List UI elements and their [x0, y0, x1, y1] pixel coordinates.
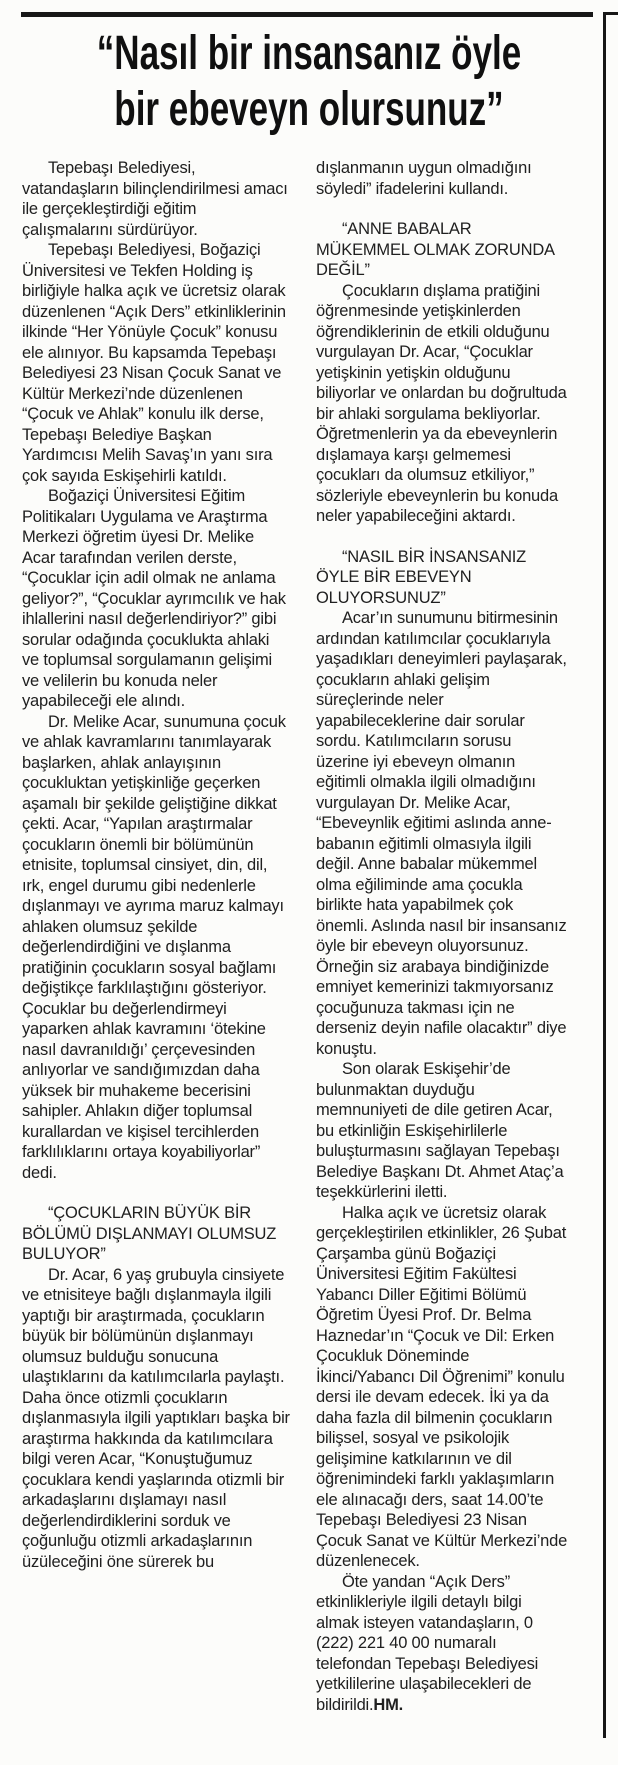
paragraph: Acar’ın sunumunu bitirmesinin ardından katılımcılar çocuklarıyla yaşadıkları deneyimleri paylaşarak, çocukların ahlaki gelişim süreçlerinde neler yapabileceklerine dair sorular sordu. Katılımcıların sorusu üzerine iyi ebeveyn olmanın eğitimli olmakla ilgili olmadığını vurgulayan Dr. Melike Acar, “Ebeveynlik eğitimi aslında anne-babanın eğitimli olmasıyla ilgili değil. Anne babalar mükemmel olma eğiliminde ama çocukla birlikte hata yapabilmek çok önemli. Aslında nasıl bir insansanız öyle bir ebeveyn oluyorsunuz. Örneğin siz arabaya bindiğinizde emniyet kemerinizi takmıyorsanız çocuğunuza takması için ne derseniz deyin nafile olacaktır” diye konuştu.	[316, 609, 567, 1058]
headline	[0, 26, 618, 138]
article-body	[22, 158, 596, 1715]
headline-line-2: bir ebeveyn olursunuz”	[114, 83, 504, 136]
paragraph: Halka açık ve ücretsiz olarak gerçekleştirilen etkinlikler, 26 Şubat Çarşamba günü Boğaziçi Üniversitesi Eğitim Fakültesi Yabancı Diller Eğitimi Bölümü Öğretim Üyesi Prof. Dr. Belma Haznedar’ın “Çocuk ve Dil: Erken Çocukluk Döneminde İkinci/Yabancı Dil Öğrenimi” konulu dersi ile devam edecek. İki ya da daha fazla dil bilmenin çocukların bilişsel, sosyal ve psikolojik gelişimine katkılarının ve dil öğrenimindeki farklı yaklaşımların ele alınacağı ders, saat 14.00’te Tepebaşı Belediyesi 23 Nisan Çocuk Sanat ve Kültür Merkezi’nde düzenlenecek.	[316, 1203, 568, 1570]
paragraph: Boğaziçi Üniversitesi Eğitim Politikaları Uygulama ve Araştırma Merkezi öğretim üyesi Dr. Melike Acar tarafından verilen derste, “Çocuklar için adil olmak ne anlama geliyor?”, “Çocuklar ayrımcılık ve hak ihlallerini nasıl değerlendiriyor?” gibi sorular odağında çocuklukta ahlaki ve toplumsal sorgulamanın gelişimi ve velilerin bu konuda neler yapabileceği ele alındı.	[22, 487, 286, 710]
section-heading: “ÇOCUKLARIN BÜYÜK BİR BÖLÜMÜ DIŞLANMAYI OLUMSUZ BULUYOR”	[22, 1204, 277, 1263]
paragraph: Tepebaşı Belediyesi, vatandaşların bilinçlendirilmesi amacı ile gerçekleştirdiği eğitim çalışmalarını sürdürüyor.	[22, 159, 288, 239]
paragraph: Tepebaşı Belediyesi, Boğaziçi Üniversitesi ve Tekfen Holding iş birliğiyle halka açık ve ücretsiz olarak düzenlenen “Açık Ders” etkinliklerinin ilkinde “Her Yönüyle Çocuk” konusu ele alınıyor. Bu kapsamda Tepebaşı Belediyesi 23 Nisan Çocuk Sanat ve Kültür Merkezi’nde düzenlenen “Çocuk ve Ahlak” konulu ilk derse, Tepebaşı Belediye Başkan Yardımcısı Melih Savaş’ın yanı sıra çok sayıda Eskişehirli katıldı.	[22, 241, 286, 485]
right-column-rule	[603, 12, 606, 1738]
article-column-right	[316, 158, 568, 1715]
paragraph: Son olarak Eskişehir’de bulunmaktan duyduğu memnuniyeti de dile getiren Acar, bu etkinliğin Eskişehirlilerle buluşturmasını sağlayan Tepebaşı Belediye Başkanı Dt. Ahmet Ataç’a teşekkürlerini iletti.	[316, 1060, 564, 1201]
section-heading: “NASIL BİR İNSANSANIZ ÖYLE BİR EBEVEYN OLUYORSUNUZ”	[316, 547, 527, 607]
paragraph: Dr. Acar, 6 yaş grubuyla cinsiyete ve etnisiteye bağlı dışlanmayla ilgili yaptığı bir araştırmada, çocukların büyük bir bölümünün dışlanmayı olumsuz bulduğu sonucuna ulaştıklarını da katılımcılarla paylaştı. Daha önce otizmli çocukların dışlanmasıyla ilgili yaptıkları başka bir araştırma hakkında da katılımcılara bilgi veren Acar, “Konuştuğumuz çocuklara kendi yaşlarında otizmli bir arkadaşlarını dışlamayı nasıl değerlendirdiklerini sorduk ve çoğunluğu otizmli arkadaşlarının üzüleceğini öne sürerek bu	[22, 1265, 290, 1571]
author-initials: HM.	[373, 1695, 404, 1714]
paragraph: Çocukların dışlama pratiğini öğrenmesinde yetişkinlerden öğrendiklerinin de etkili olduğunu vurgulayan Dr. Acar, “Çocuklar yetişkinin yetişkin olduğunu biliyorlar ve onlardan bu doğrultuda bir ahlaki sorgulama bekliyorlar. Öğretmenlerin ya da ebeveynlerin dışlamaya karşı gelmemesi çocukları da olumsuz etkiliyor,” sözleriyle ebeveynlerin bu konuda neler yapabileceğini aktardı.	[316, 281, 567, 525]
paragraph: Öte yandan “Açık Ders” etkinlikleriyle ilgili detaylı bilgi almak isteyen vatandaşların, 0 (222) 221 40 00 numaralı telefondan Tepebaşı Belediyesi yetkililerine ulaşabilecekleri de bildirildi.HM.	[316, 1572, 539, 1714]
paragraph: dışlanmanın uygun olmadığını söyledi” ifadelerini kullandı.	[316, 159, 532, 198]
section-heading: “ANNE BABALAR MÜKEMMEL OLMAK ZORUNDA DEĞİL”	[316, 220, 554, 279]
headline-line-1: “Nasıl bir insansanız öyle	[96, 27, 522, 80]
top-rule	[21, 12, 593, 17]
article-column-left	[22, 158, 290, 1715]
right-rule-tick	[603, 12, 618, 15]
paragraph: Dr. Melike Acar, sunumuna çocuk ve ahlak kavramlarını tanımlayarak başlarken, ahlak anlayışının çocukluktan yetişkinliğe geçerken aşamalı bir şekilde geliştiğine dikkat çekti. Acar, “Yapılan araştırmalar çocukların önemli bir bölümünün etnisite, toplumsal cinsiyet, din, dil, ırk, engel durumu gibi nedenlerle dışlanmayı ve ayrıma maruz kalmayı ahlaken olumsuz şekilde değerlendirdiğini ve dışlanma pratiğinin çocukların sosyal bağlamı değiştikçe farklılaştığını gösteriyor. Çocuklar bu değerlendirmeyi yaparken ahlak kavramını ‘ötekine nasıl davranıldığı’ çerçevesinden anlıyorlar ve sandığımızdan daha yüksek bir muhakeme becerisini sahipler. Ahlakın diğer toplumsal kurallardan ve kişisel tercihlerden farklılıklarını ortaya koyabiliyorlar” dedi.	[22, 712, 286, 1182]
